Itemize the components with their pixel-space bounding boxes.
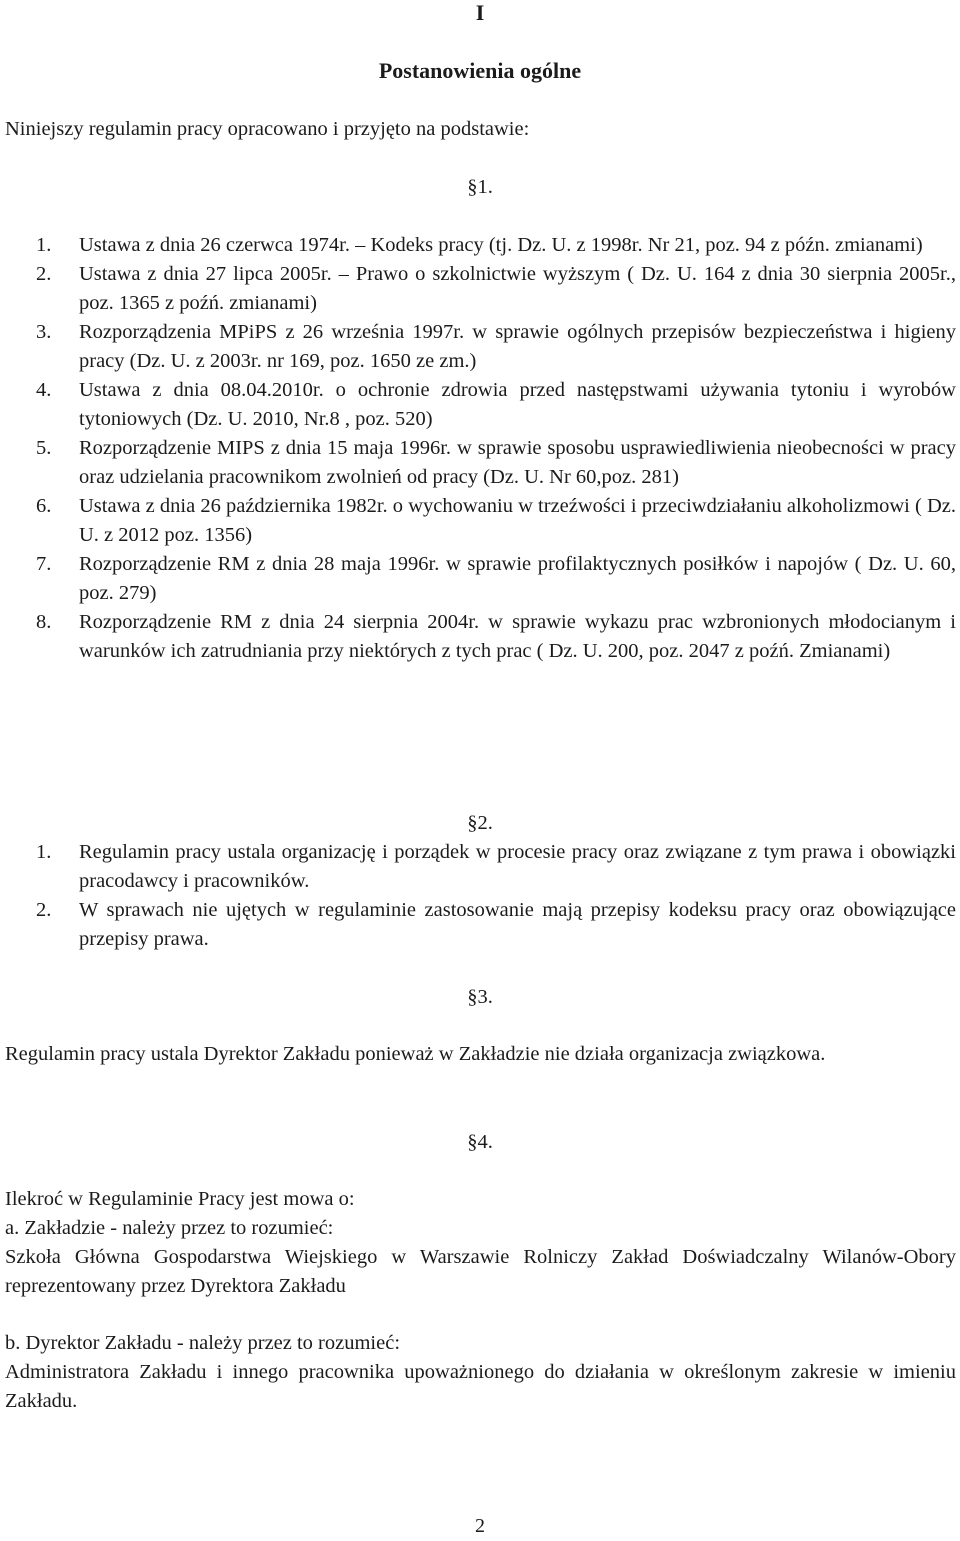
section-3-text: Regulamin pracy ustala Dyrektor Zakładu ponieważ w Zakładzie nie działa organizacja związkowa. bbox=[5, 1043, 826, 1065]
list-item-number: 2. bbox=[36, 263, 52, 285]
definition-a-text: Szkoła Główna Gospodarstwa Wiejskiego w Warszawie Rolniczy Zakład Doświadczalny Wilanów-Obory reprezentowany przez Dyrektora Zakładu bbox=[5, 1246, 956, 1297]
list-item-number: 2. bbox=[36, 899, 52, 921]
list-item-number: 1. bbox=[36, 234, 52, 256]
list-item bbox=[0, 260, 960, 318]
list-item bbox=[0, 838, 960, 896]
list-item-text: Ustawa z dnia 27 lipca 2005r. – Prawo o szkolnictwie wyższym ( Dz. U. 164 z dnia 30 sierpnia 2005r., poz. 1365 z poźń. zmianami) bbox=[79, 263, 956, 314]
list-item-text: Regulamin pracy ustala organizację i porządek w procesie pracy oraz związane z tym prawa i obowiązki pracodawcy i pracowników. bbox=[79, 841, 956, 892]
section-2-list bbox=[0, 838, 960, 954]
section-4-sign: §4. bbox=[467, 1131, 493, 1153]
list-item-number: 6. bbox=[36, 495, 52, 517]
list-item bbox=[0, 550, 960, 608]
list-item bbox=[0, 376, 960, 434]
page-number: 2 bbox=[475, 1515, 485, 1537]
list-item-number: 3. bbox=[36, 321, 52, 343]
list-item-text: Rozporządzenia MPiPS z 26 września 1997r. w sprawie ogólnych przepisów bezpieczeństwa i higieny pracy (Dz. U. z 2003r. nr 169, poz. 1650 ze zm.) bbox=[79, 321, 956, 372]
list-item bbox=[0, 492, 960, 550]
intro-text: Niniejszy regulamin pracy opracowano i przyjęto na podstawie: bbox=[5, 118, 530, 140]
definition-b-label: b. Dyrektor Zakładu - należy przez to rozumieć: bbox=[5, 1332, 401, 1354]
section-4-intro: Ilekroć w Regulaminie Pracy jest mowa o: bbox=[5, 1188, 355, 1210]
chapter-title: Postanowienia ogólne bbox=[378, 58, 582, 83]
list-item-number: 4. bbox=[36, 379, 52, 401]
list-item-number: 7. bbox=[36, 553, 52, 575]
list-item-text: Ustawa z dnia 08.04.2010r. o ochronie zdrowia przed następstwami używania tytoniu i wyrobów tytoniowych (Dz. U. 2010, Nr.8 , poz. 520) bbox=[79, 379, 956, 430]
list-item-number: 5. bbox=[36, 437, 52, 459]
definition-b-text: Administratora Zakładu i innego pracownika upoważnionego do działania w określonym zakresie w imieniu Zakładu. bbox=[5, 1361, 956, 1412]
list-item bbox=[0, 231, 960, 260]
list-item-text: Rozporządzenie MIPS z dnia 15 maja 1996r. w sprawie sposobu usprawiedliwienia nieobecności w pracy oraz udzielania pracownikom zwolnień od pracy (Dz. U. Nr 60,poz. 281) bbox=[79, 437, 956, 488]
list-item bbox=[0, 608, 960, 666]
list-item-text: Rozporządzenie RM z dnia 28 maja 1996r. w sprawie profilaktycznych posiłków i napojów ( Dz. U. 60, poz. 279) bbox=[79, 553, 956, 604]
section-2-sign: §2. bbox=[467, 812, 493, 834]
list-item-number: 8. bbox=[36, 611, 52, 633]
list-item-number: 1. bbox=[36, 841, 52, 863]
section-3-sign: §3. bbox=[467, 986, 493, 1008]
section-1-sign: §1. bbox=[467, 176, 493, 198]
list-item-text: Rozporządzenie RM z dnia 24 sierpnia 2004r. w sprawie wykazu prac wzbronionych młodocianym i warunków ich zatrudniania przy niektórych z tych prac ( Dz. U. 200, poz. 2047 z poźń. Zmianami) bbox=[79, 611, 956, 662]
list-item-text: W sprawach nie ujętych w regulaminie zastosowanie mają przepisy kodeksu pracy oraz obowiązujące przepisy prawa. bbox=[79, 899, 956, 950]
section-1-list bbox=[0, 231, 960, 666]
list-item bbox=[0, 318, 960, 376]
list-item bbox=[0, 896, 960, 954]
definition-a-label: a. Zakładzie - należy przez to rozumieć: bbox=[5, 1217, 334, 1239]
list-item-text: Ustawa z dnia 26 października 1982r. o wychowaniu w trzeźwości i przeciwdziałaniu alkoholizmowi ( Dz. U. z 2012 poz. 1356) bbox=[79, 495, 956, 546]
list-item bbox=[0, 434, 960, 492]
list-item-text: Ustawa z dnia 26 czerwca 1974r. – Kodeks pracy (tj. Dz. U. z 1998r. Nr 21, poz. 94 z późn. zmianami) bbox=[79, 234, 923, 256]
chapter-number: I bbox=[475, 0, 485, 25]
